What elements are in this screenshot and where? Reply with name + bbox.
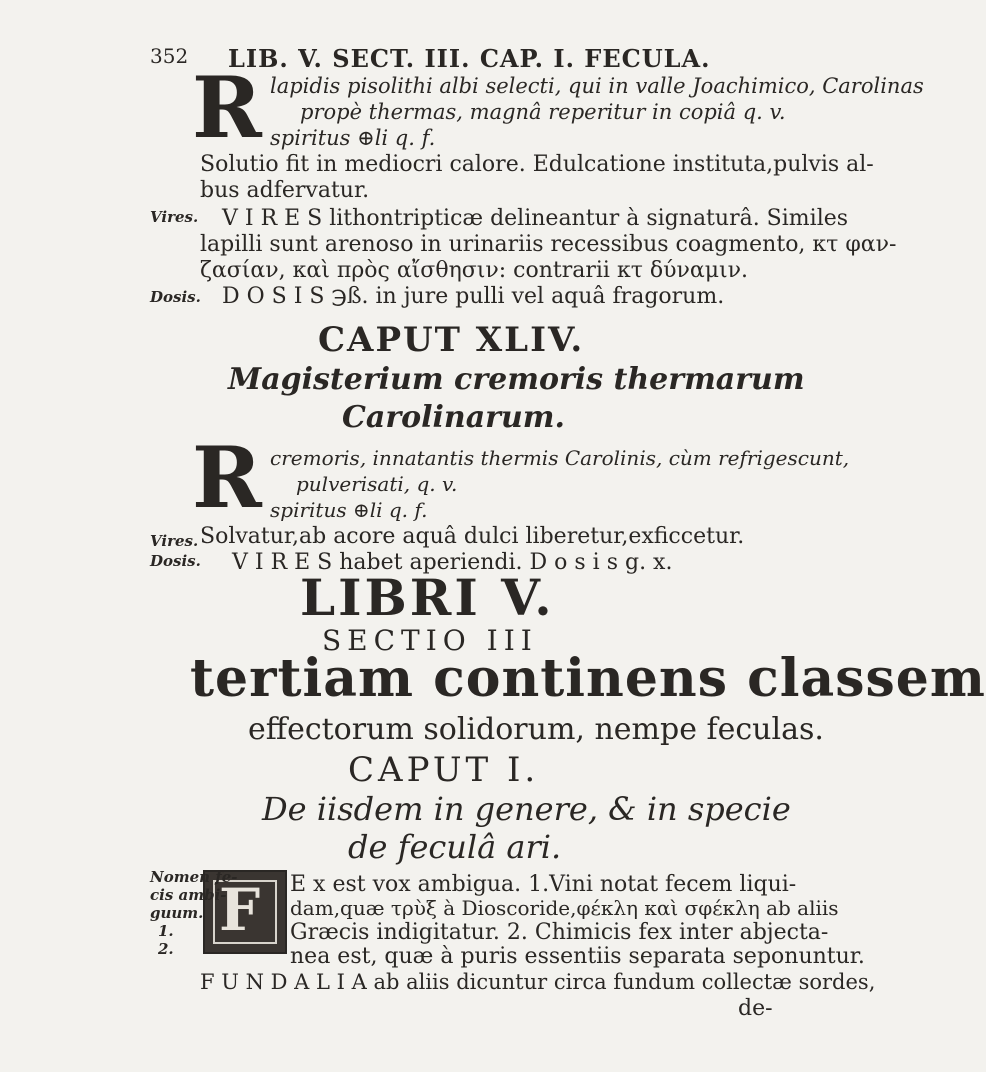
entry1-line: propè thermas, magnâ reperitur in copiâ q. v. (300, 100, 786, 124)
ornamental-letter: F (219, 876, 261, 944)
chapter-heading: CAPUT I. (348, 750, 540, 790)
margin-note: 2. (158, 940, 174, 958)
entry1-body: ζασίαν, καὶ πρὸς αἴσθησιν: contrarii κτ δύναμιν. (200, 258, 749, 283)
recipe-dropcap: R (192, 428, 262, 527)
entry2-body: Solvatur,ab acore aquâ dulci liberetur,exficcetur. (200, 524, 745, 549)
entry2-line: pulverisati, q. v. (296, 472, 458, 496)
recipe-dropcap: R (192, 58, 262, 157)
section-heading: SECTIO III (322, 624, 538, 657)
chapter-heading: CAPUT XLIV. (318, 320, 585, 360)
entry3-line: E x est vox ambigua. 1.Vini notat fecem liqui- (290, 872, 797, 897)
margin-note: Nomen fe- (150, 868, 238, 886)
margin-note: guum. (150, 904, 204, 922)
margin-note: Vires. (150, 532, 199, 550)
book-heading: LIBRI V. (300, 568, 555, 627)
margin-note: 1. (158, 922, 174, 940)
chapter-title: De iisdem in genere, & in specie (262, 790, 791, 828)
entry1-line: lapidis pisolithi albi selecti, qui in valle Joachimico, Carolinas (270, 74, 924, 98)
margin-note: Dosis. (150, 552, 201, 570)
entry1-body: V I R E S lithontripticæ delineantur à signaturâ. Similes (222, 206, 849, 231)
entry3-line: dam,quæ τρὺξ à Dioscoride,φέκλη καὶ σφέκλη ab aliis (290, 896, 839, 920)
margin-note: Dosis. (150, 288, 201, 306)
chapter-title: Magisterium cremoris thermarum (228, 362, 805, 397)
chapter-title: de feculâ ari. (348, 828, 562, 866)
page-number: 352 (150, 44, 189, 68)
entry3-line: Græcis indigitatur. 2. Chimicis fex inter abjecta- (290, 920, 829, 945)
entry1-line: spiritus ⊕li q. f. (270, 126, 436, 150)
margin-note: Vires. (150, 208, 199, 226)
entry3-line: nea est, quæ à puris essentiis separata seponuntur. (290, 944, 865, 969)
chapter-title: Carolinarum. (342, 400, 565, 435)
entry1-body: D O S I S ℈ß. in jure pulli vel aquâ fragorum. (222, 284, 725, 309)
entry1-body: lapilli sunt arenoso in urinariis recessibus coagmento, κτ φαν- (200, 232, 897, 257)
entry2-line: cremoris, innatantis thermis Carolinis, cùm refrigescunt, (270, 446, 850, 470)
entry2-line: spiritus ⊕li q. f. (270, 498, 428, 522)
catchword: de- (738, 996, 773, 1021)
entry1-body: bus adfervatur. (200, 178, 370, 203)
running-head: LIB. V. SECT. III. CAP. I. FECULA. (228, 44, 711, 73)
margin-note: cis ambi- (150, 886, 227, 904)
section-title: tertiam continens classem (190, 648, 986, 709)
entry1-body: Solutio fit in mediocri calore. Edulcatione instituta,pulvis al- (200, 152, 874, 177)
entry3-line: F U N D A L I A ab aliis dicuntur circa fundum collectæ sordes, (200, 970, 876, 994)
entry2-body: V I R E S habet aperiendi. D o s i s g. x. (232, 550, 673, 575)
section-subtitle: effectorum solidorum, nempe feculas. (248, 712, 824, 747)
